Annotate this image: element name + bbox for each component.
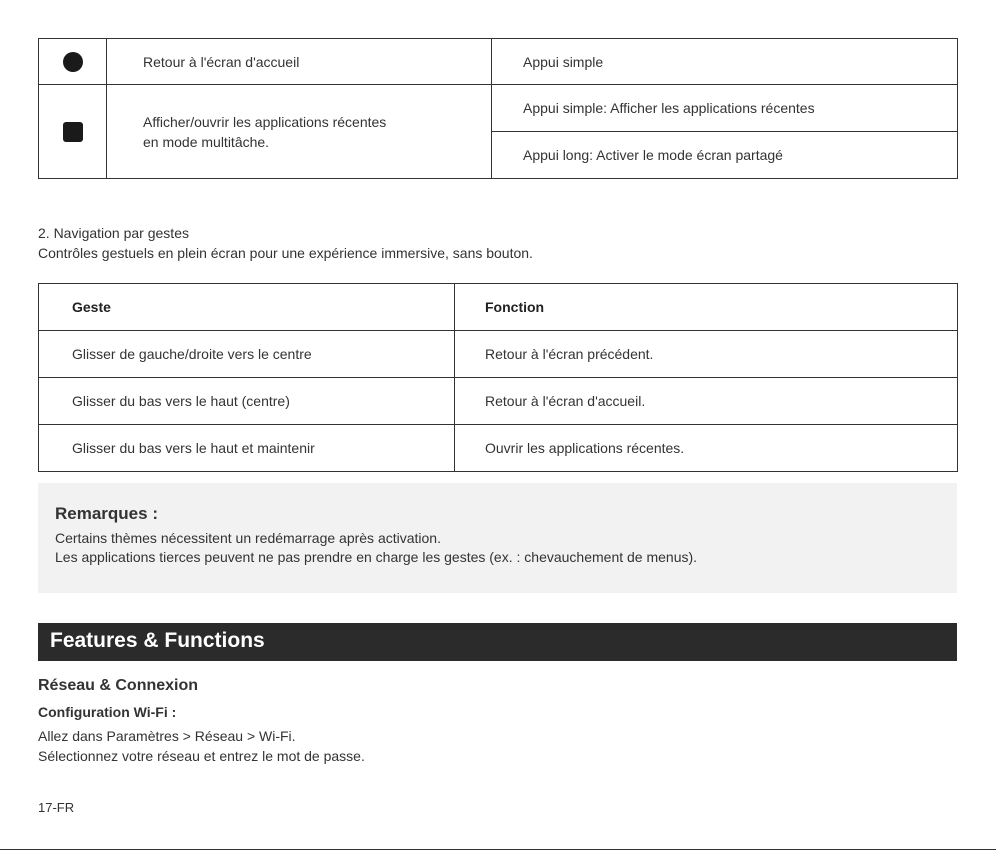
table-row	[39, 85, 958, 132]
wifi-instruction: Allez dans Paramètres > Réseau > Wi-Fi.	[38, 728, 296, 744]
column-header-function: Fonction	[455, 284, 958, 331]
notes-title: Remarques :	[55, 504, 158, 523]
icon-cell	[39, 39, 107, 85]
gesture-section-intro	[38, 223, 533, 263]
function-cell: Retour à l'écran précédent.	[455, 331, 958, 378]
function-cell: Retour à l'écran d'accueil.	[455, 378, 958, 425]
notes-line: Certains thèmes nécessitent un redémarrage après activation.	[55, 530, 441, 546]
section-description: Contrôles gestuels en plein écran pour une expérience immersive, sans bouton.	[38, 245, 533, 261]
network-heading: Réseau & Connexion	[38, 677, 199, 694]
square-button-icon	[63, 122, 83, 142]
action-cell: Retour à l'écran d'accueil	[107, 39, 492, 85]
wifi-instruction: Sélectionnez votre réseau et entrez le mot de passe.	[38, 748, 365, 764]
icon-cell	[39, 85, 107, 179]
gesture-table	[38, 283, 958, 472]
bottom-divider	[0, 849, 996, 850]
table-row	[39, 425, 958, 472]
table-row	[39, 39, 958, 85]
circle-button-icon	[63, 52, 83, 72]
notes-box	[38, 483, 957, 593]
wifi-subheading: Configuration Wi-Fi :	[38, 704, 177, 720]
action-line: en mode multitâche.	[143, 133, 270, 150]
banner-title: Features & Functions	[50, 629, 265, 652]
page-number: 17-FR	[38, 800, 75, 815]
table-row	[39, 331, 958, 378]
function-cell: Ouvrir les applications récentes.	[455, 425, 958, 472]
section-heading: 2. Navigation par gestes	[38, 225, 189, 241]
navigation-buttons-table	[38, 38, 958, 179]
notes-line: Les applications tierces peuvent ne pas prendre en charge les gestes (ex. : chevauchement de menus).	[55, 549, 698, 565]
column-header-gesture: Geste	[39, 284, 455, 331]
action-cell	[107, 85, 492, 179]
table-row	[39, 378, 958, 425]
action-line: Afficher/ouvrir les applications récentes	[143, 113, 387, 130]
section-banner	[38, 623, 957, 661]
table-header-row	[39, 284, 958, 331]
gesture-cell: Glisser du bas vers le haut et maintenir	[39, 425, 455, 472]
press-cell: Appui simple	[492, 39, 958, 85]
gesture-cell: Glisser du bas vers le haut (centre)	[39, 378, 455, 425]
press-cell: Appui simple: Afficher les applications récentes	[492, 85, 958, 132]
press-cell: Appui long: Activer le mode écran partagé	[492, 132, 958, 179]
gesture-cell: Glisser de gauche/droite vers le centre	[39, 331, 455, 378]
